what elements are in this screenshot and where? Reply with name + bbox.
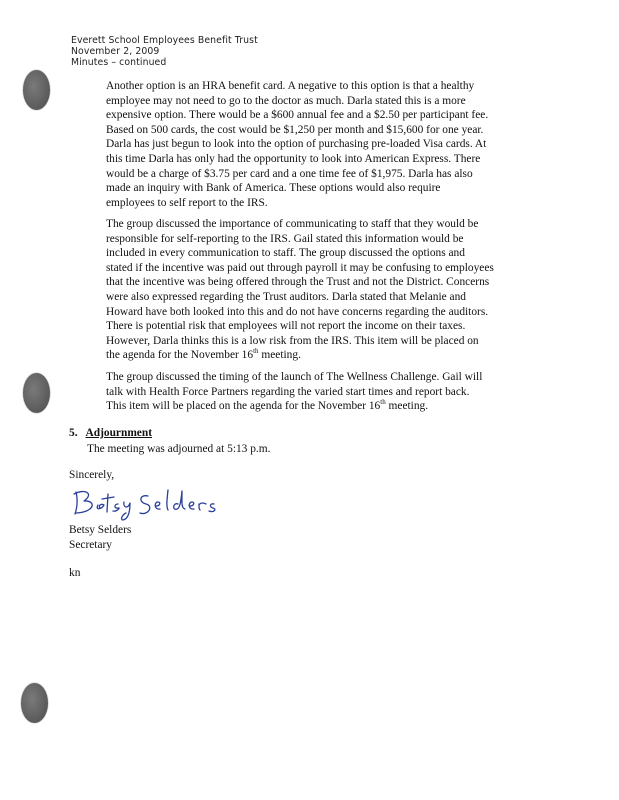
punch-hole — [21, 683, 48, 723]
signature-text: Betsy Selders — [68, 486, 74, 487]
handwritten-signature — [68, 486, 228, 522]
adjournment-text: The meeting was adjourned at 5:13 p.m. — [87, 443, 271, 455]
punch-hole — [23, 70, 50, 110]
signer-title: Secretary — [69, 539, 113, 551]
paragraph-wellness-challenge — [106, 370, 537, 414]
salutation: Sincerely, — [69, 469, 115, 481]
page-header — [71, 35, 258, 69]
ordinal-suffix: th — [380, 398, 386, 407]
punch-hole — [23, 373, 50, 413]
paragraph-self-reporting — [106, 217, 537, 363]
header-org-name: Everett School Employees Benefit Trust — [71, 35, 258, 46]
ordinal-suffix: th — [253, 347, 259, 356]
section-title: Adjournment — [85, 427, 152, 439]
header-date: November 2, 2009 — [71, 46, 160, 58]
signer-name: Betsy Selders — [69, 524, 132, 536]
paragraph-end: meeting. — [385, 400, 429, 413]
section-number: 5. — [69, 427, 78, 439]
paragraph-text: The group discussed the importance of communicating to staff that they would be responsible for self-reporting to the IRS. Gail stated this information would be included in every communication to staff. The group discussed the options and stated if the incentive was paid out through payroll it may be confusing to employees that the incentive was being offered through the Trust and not the District. Concerns were also expressed regarding the Trust auditors. Darla stated that Melanie and Howard have both looked into this and do not have concerns regarding the auditors. There is potential risk that employees will not report the income on their taxes. However, Darla thinks this is a low risk from the IRS. This item will be placed on the agenda for the November 16 — [106, 218, 494, 362]
paragraph-text: The group discussed the timing of the launch of The Wellness Challenge. Gail will talk with Health Force Partners regarding the varied start times and report back. This item will be placed on the agenda for the November 16 — [106, 371, 483, 413]
paragraph-end: meeting. — [258, 349, 301, 362]
section-heading-adjournment — [69, 426, 152, 441]
paragraph-hra-card: Another option is an HRA benefit card. A negative to this option is that a healthy employee may not need to go to the doctor as much. Darla stated this is a more expensive option. There would be a $600 annual fee and a $2.50 per participant fee. Based on 500 cards, the cost would be $1,250 per month and $15,600 for one year. Darla has just begun to look into the option of purchasing pre-loaded Visa cards. At this time Darla has only had the opportunity to look into American Express. There would be a charge of $3.75 per card and a one time fee of $1,975. Darla has also made an inquiry with Bank of America. These options would also require employees to self report to the IRS. — [106, 80, 489, 209]
typist-initials: kn — [69, 567, 81, 579]
header-continued: Minutes – continued — [71, 57, 167, 69]
